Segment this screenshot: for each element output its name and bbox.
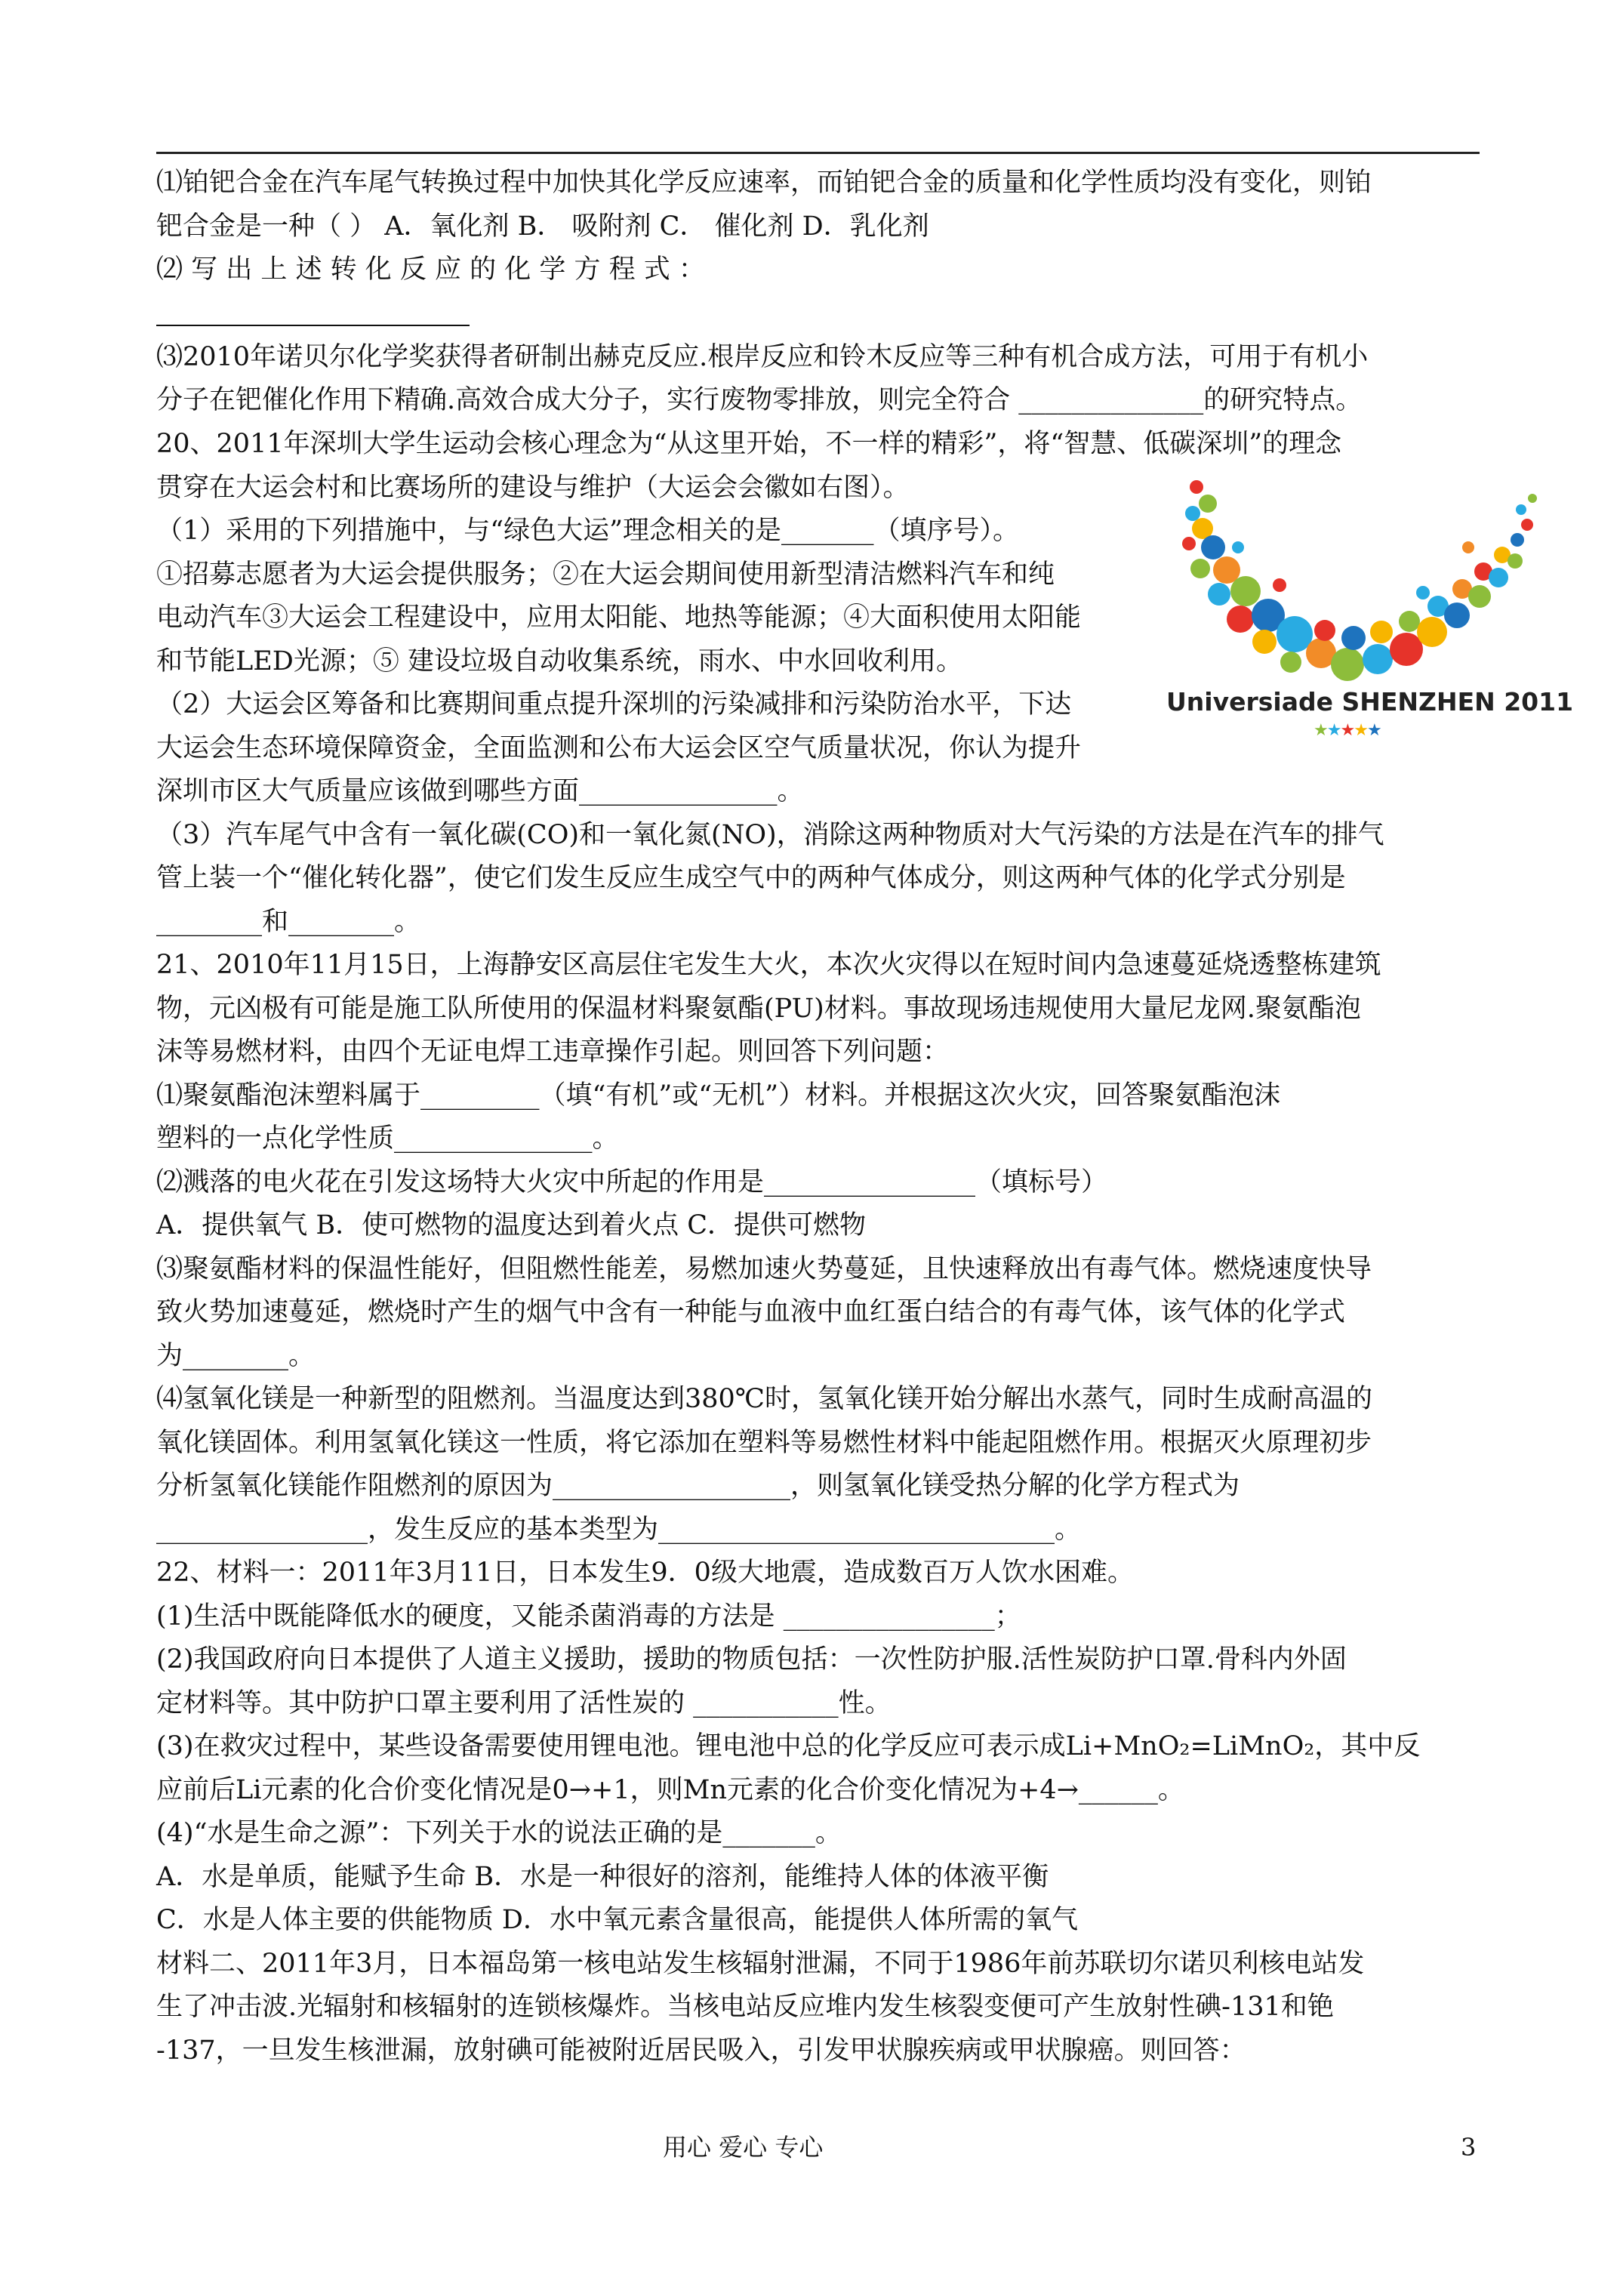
line-40: A．水是单质，能赋予生命 B．水是一种很好的溶剂，能维持人体的体液平衡 (156, 1862, 1049, 1892)
line-30: 氧化镁固体。利用氢氧化镁这一性质，将它添加在塑料等易燃性材料中能起阻燃作用。根据灭火原理初步 (156, 1428, 1372, 1458)
line-28: 为________。 (156, 1341, 316, 1371)
line-3: ⑵ 写 出 上 述 转 化 反 应 的 化 学 方 程 式 ： (156, 254, 705, 285)
page-number: 3 (1461, 2133, 1477, 2162)
footer-motto: 用心 爱心 专心 (663, 2133, 824, 2162)
line-27: 致火势加速蔓延，燃烧时产生的烟气中含有一种能与血液中血红蛋白结合的有毒气体，该气体的化学式 (156, 1297, 1346, 1327)
line-36: 定材料等。其中防护口罩主要利用了活性炭的 ___________性。 (156, 1688, 892, 1718)
line-22: ⑴聚氨酯泡沫塑料属于_________（填“有机”或“无机”）材料。并根据这次火灾，回答聚氨酯泡沫 (156, 1080, 1281, 1111)
line-24: ⑵溅落的电火花在引发这场特大火灾中所起的作用是________________（填标号） (156, 1167, 1108, 1197)
line-1: ⑴铂钯合金在汽车尾气转换过程中加快其化学反应速率，而铂钯合金的质量和化学性质均没有变化，则铂 (156, 168, 1372, 198)
line-23: 塑料的一点化学性质_______________。 (156, 1123, 619, 1154)
line-2: 钯合金是一种（ ） A．氧化剂 B． 吸附剂 C． 催化剂 D．乳化剂 (156, 211, 929, 242)
line-37: (3)在救灾过程中，某些设备需要使用锂电池。锂电池中总的化学反应可表示成Li+MnO₂=LiMnO₂，其中反 (156, 1731, 1421, 1761)
line-10: ①招募志愿者为大运会提供服务；②在大运会期间使用新型清洁燃料汽车和纯 (156, 559, 1055, 590)
line-17: 管上装一个“催化转化器”，使它们发生反应生成空气中的两种气体成分，则这两种气体的化学式分别是 (156, 863, 1346, 893)
line-12: 和节能LED光源；⑤ 建设垃圾自动收集系统，雨水、中水回收利用。 (156, 646, 962, 676)
line-14: 大运会生态环境保障资金，全面监测和公布大运会区空气质量状况，你认为提升 (156, 733, 1082, 763)
line-39: (4)“水是生命之源”：下列关于水的说法正确的是_______。 (156, 1818, 842, 1848)
line-33: 22、材料一：2011年3月11日，日本发生9．0级大地震，造成数百万人饮水困难。 (156, 1558, 1134, 1588)
line-44: -137，一旦发生核泄漏，放射碘可能被附近居民吸入，引发甲状腺疾病或甲状腺癌。则回答： (156, 2036, 1246, 2066)
line-38: 应前后Li元素的化合价变化情况是0→+1，则Mn元素的化合价变化情况为+4→______。 (156, 1775, 1184, 1805)
line-43: 生了冲击波.光辐射和核辐射的连锁核爆炸。当核电站反应堆内发生核裂变便可产生放射性碘-131和铯 (156, 1992, 1334, 2022)
line-13: （2）大运会区筹备和比赛期间重点提升深圳的污染减排和污染防治水平，下达 (156, 689, 1072, 720)
header-rule (156, 152, 1480, 154)
line-15: 深圳市区大气质量应该做到哪些方面_______________。 (156, 776, 804, 806)
line-32: ________________，发生反应的基本类型为______________________________。 (156, 1515, 1082, 1545)
line-35: (2)我国政府向日本提供了人道主义援助，援助的物质包括：一次性防护服.活性炭防护口罩.骨科内外固 (156, 1644, 1347, 1675)
line-42: 材料二、2011年3月，日本福岛第一核电站发生核辐射泄漏，不同于1986年前苏联切尔诺贝利核电站发 (156, 1949, 1365, 1979)
line-26: ⑶聚氨酯材料的保温性能好，但阻燃性能差，易燃加速火势蔓延，且快速释放出有毒气体。燃烧速度快导 (156, 1254, 1372, 1284)
logo-stars: ★★★★★ (1313, 721, 1381, 740)
line-7: 20、2011年深圳大学生运动会核心理念为“从这里开始，不一样的精彩”，将“智慧、低碳深圳”的理念 (156, 429, 1342, 459)
line-8: 贯穿在大运会村和比赛场所的建设与维护（大运会会徽如右图）。 (156, 473, 910, 503)
logo-text: Universiade SHENZHEN 2011 (1166, 687, 1574, 717)
line-34: (1)生活中既能降低水的硬度，又能杀菌消毒的方法是 ________________； (156, 1601, 1021, 1632)
line-29: ⑷氢氧化镁是一种新型的阻燃剂。当温度达到380℃时，氢氧化镁开始分解出水蒸气，同时生成耐高温的 (156, 1384, 1372, 1414)
line-18: ________和________。 (156, 907, 421, 937)
line-31: 分析氢氧化镁能作阻燃剂的原因为__________________，则氢氧化镁受热分解的化学方程式为 (156, 1471, 1240, 1501)
universiade-logo (1166, 472, 1574, 759)
line-5: ⑶2010年诺贝尔化学奖获得者研制出赫克反应.根岸反应和铃木反应等三种有机合成方法，可用于有机小 (156, 342, 1369, 372)
line-21: 沫等易燃材料，由四个无证电焊工违章操作引起。则回答下列问题： (156, 1037, 950, 1067)
line-9: （1）采用的下列措施中，与“绿色大运”理念相关的是_______（填序号）。 (156, 516, 1020, 546)
line-20: 物，元凶极有可能是施工队所使用的保温材料聚氨酯(PU)材料。事故现场违规使用大量尼龙网.聚氨酯泡 (156, 994, 1361, 1024)
line-41: C．水是人体主要的供能物质 D．水中氧元素含量很高，能提供人体所需的氧气 (156, 1905, 1078, 1935)
line-19: 21、2010年11月15日，上海静安区高层住宅发生大火，本次火灾得以在短时间内急速蔓延烧透整栋建筑 (156, 950, 1381, 980)
answer-blank (156, 300, 470, 326)
line-11: 电动汽车③大运会工程建设中，应用太阳能、地热等能源；④大面积使用太阳能 (156, 603, 1082, 633)
line-16: （3）汽车尾气中含有一氧化碳(CO)和一氧化氮(NO)，消除这两种物质对大气污染的方法是在汽车的排气 (156, 820, 1384, 850)
line-25: A．提供氧气 B．使可燃物的温度达到着火点 C．提供可燃物 (156, 1210, 867, 1240)
line-6: 分子在钯催化作用下精确.高效合成大分子，实行废物零排放，则完全符合 ______________的研究特点。 (156, 385, 1363, 415)
